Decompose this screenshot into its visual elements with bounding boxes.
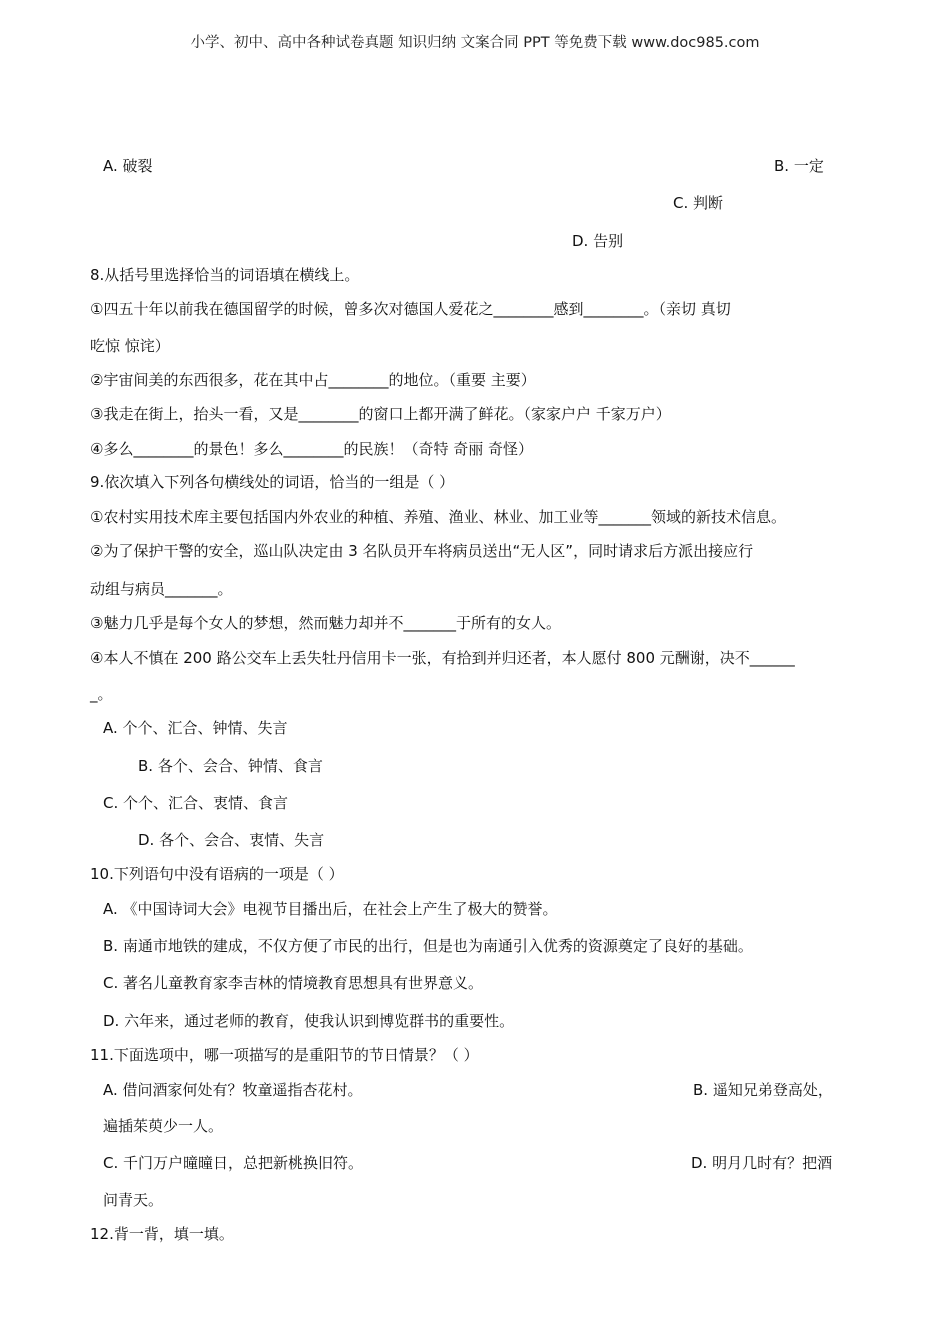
q10-option-b: B. 南通市地铁的建成，不仅方便了市民的出行，但是也为南通引入优秀的资源奠定了良好的基础。 [103, 937, 753, 955]
q7-option-b: B. 一定 [774, 157, 824, 175]
q9-line: ③魅力几乎是每个女人的梦想，然而魅力却并不_______于所有的女人。 [90, 614, 561, 632]
q12-title: 12.背一背，填一填。 [90, 1225, 234, 1243]
q9-line: ①农村实用技术库主要包括国内外农业的种植、养殖、渔业、林业、加工业等_______领域的新技术信息。 [90, 508, 786, 526]
q11-option-d-cont: 问青天。 [103, 1191, 164, 1209]
q9-line: ②为了保护干警的安全，巡山队决定由 3 名队员开车将病员送出“无人区”，同时请求后方派出接应行 [90, 542, 754, 560]
q11-option-b-cont: 遍插茱萸少一人。 [103, 1117, 224, 1135]
q8-line: ③我走在街上，抬头一看，又是________的窗口上都开满了鲜花。（家家户户 千家万户） [90, 405, 671, 423]
q11-option-b: B. 遥知兄弟登高处， [693, 1081, 833, 1099]
q11-option-d: D. 明月几时有？把酒 [691, 1154, 833, 1172]
q10-option-a: A. 《中国诗词大会》电视节目播出后，在社会上产生了极大的赞誉。 [103, 900, 558, 918]
q10-option-c: C. 著名儿童教育家李吉林的情境教育思想具有世界意义。 [103, 974, 484, 992]
q9-title: 9.依次填入下列各句横线处的词语，恰当的一组是（ ） [90, 473, 455, 491]
q8-line: 吃惊 惊诧） [90, 337, 170, 355]
q9-line: 动组与病员_______。 [90, 580, 233, 598]
q11-option-c: C. 千门万户曈曈日，总把新桃换旧符。 [103, 1154, 364, 1172]
q7-option-d: D. 告别 [572, 232, 624, 250]
q8-line: ④多么________的景色！多么________的民族！（奇特 奇丽 奇怪） [90, 440, 533, 458]
q7-option-a: A. 破裂 [103, 157, 153, 175]
q11-option-a: A. 借问酒家何处有？牧童遥指杏花村。 [103, 1081, 363, 1099]
q10-title: 10.下列语句中没有语病的一项是（ ） [90, 865, 344, 883]
q9-line: _。 [90, 685, 113, 703]
q9-option-a: A. 个个、汇合、钟情、失言 [103, 719, 288, 737]
q8-line: ①四五十年以前我在德国留学的时候，曾多次对德国人爱花之________感到________。（亲切 真切 [90, 300, 731, 318]
q7-option-c: C. 判断 [673, 194, 724, 212]
q11-title: 11.下面选项中，哪一项描写的是重阳节的节日情景？（ ） [90, 1046, 479, 1064]
q9-option-c: C. 个个、汇合、衷情、食言 [103, 794, 289, 812]
q8-title: 8.从括号里选择恰当的词语填在横线上。 [90, 266, 360, 284]
q9-option-d: D. 各个、会合、衷情、失言 [138, 831, 325, 849]
q9-option-b: B. 各个、会合、钟情、食言 [138, 757, 323, 775]
site-header: 小学、初中、高中各种试卷真题 知识归纳 文案合同 PPT 等免费下载 www.doc985.com [190, 35, 760, 51]
q9-line: ④本人不慎在 200 路公交车上丢失牡丹信用卡一张，有拾到并归还者，本人愿付 800 元酬谢，决不______ [90, 649, 795, 667]
q10-option-d: D. 六年来，通过老师的教育，使我认识到博览群书的重要性。 [103, 1012, 515, 1030]
q8-line: ②宇宙间美的东西很多，花在其中占________的地位。（重要 主要） [90, 371, 536, 389]
